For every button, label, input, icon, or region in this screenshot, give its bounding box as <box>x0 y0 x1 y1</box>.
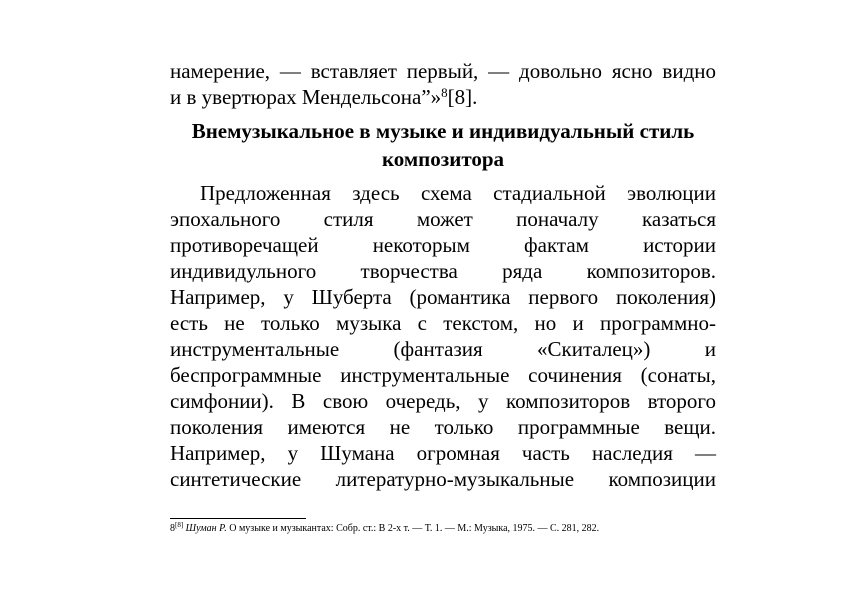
paragraph-line <box>170 258 716 284</box>
footnote <box>170 522 730 535</box>
footnote-backlink[interactable]: [8] <box>175 521 184 529</box>
quote-continuation-line-2 <box>170 84 716 110</box>
paragraph-text: Предложенная здесь схема стадиальной эволюции <box>200 181 716 205</box>
section-heading-line-1 <box>170 118 716 144</box>
paragraph-text: Например, у Шумана огромная часть наследия — <box>170 441 716 465</box>
paragraph-text: симфонии). В свою очередь, у композиторов второго <box>170 389 716 413</box>
paragraph-line <box>170 440 716 466</box>
footnote-number: 8 <box>170 523 175 534</box>
paragraph-text: индивидульного творчества ряда композиторов. <box>170 259 716 283</box>
paragraph-line <box>170 232 716 258</box>
paragraph-line <box>170 284 716 310</box>
paragraph-text: беспрограммные инструментальные сочинения (сонаты, <box>170 363 716 387</box>
paragraph-line <box>170 206 716 232</box>
paragraph-text: поколения имеются не только программные вещи. <box>170 415 716 439</box>
quote-text: намерение, — вставляет первый, — довольно ясно видно <box>170 59 716 83</box>
paragraph-line <box>170 414 716 440</box>
bibliography-ref: [8]. <box>447 85 478 109</box>
paragraph-line <box>170 388 716 414</box>
paragraph-text: Например, у Шуберта (романтика первого поколения) <box>170 285 716 309</box>
paragraph-text: инструментальные (фантазия «Скиталец») и <box>170 337 716 361</box>
paragraph-text: противоречащей некоторым фактам истории <box>170 233 716 257</box>
paragraph-line <box>170 180 716 206</box>
quote-end-text: и в увертюрах Мендельсона”» <box>170 85 442 109</box>
footnote-separator <box>170 518 306 519</box>
paragraph-text: синтетические литературно-музыкальные композиции <box>170 467 716 491</box>
paragraph-line <box>170 336 716 362</box>
paragraph-line <box>170 466 716 492</box>
paragraph-line <box>170 310 716 336</box>
paragraph-text: есть не только музыка с текстом, но и программно- <box>170 311 716 335</box>
footnote-author: Шуман Р. <box>185 523 227 534</box>
footnote-citation: О музыке и музыкантах: Собр. ст.: В 2-х т. — Т. 1. — М.: Музыка, 1975. — С. 281, 282. <box>226 523 600 534</box>
paragraph-text: эпохального стиля может поначалу казаться <box>170 207 716 231</box>
section-heading-text: Внемузыкальное в музыке и индивидуальный стиль <box>191 119 695 143</box>
section-heading-line-2 <box>170 146 716 172</box>
paragraph-line <box>170 362 716 388</box>
quote-continuation-line-1 <box>170 58 716 84</box>
footnote-ref-superscript[interactable]: 8 <box>441 85 448 100</box>
section-heading-text: композитора <box>381 147 505 171</box>
